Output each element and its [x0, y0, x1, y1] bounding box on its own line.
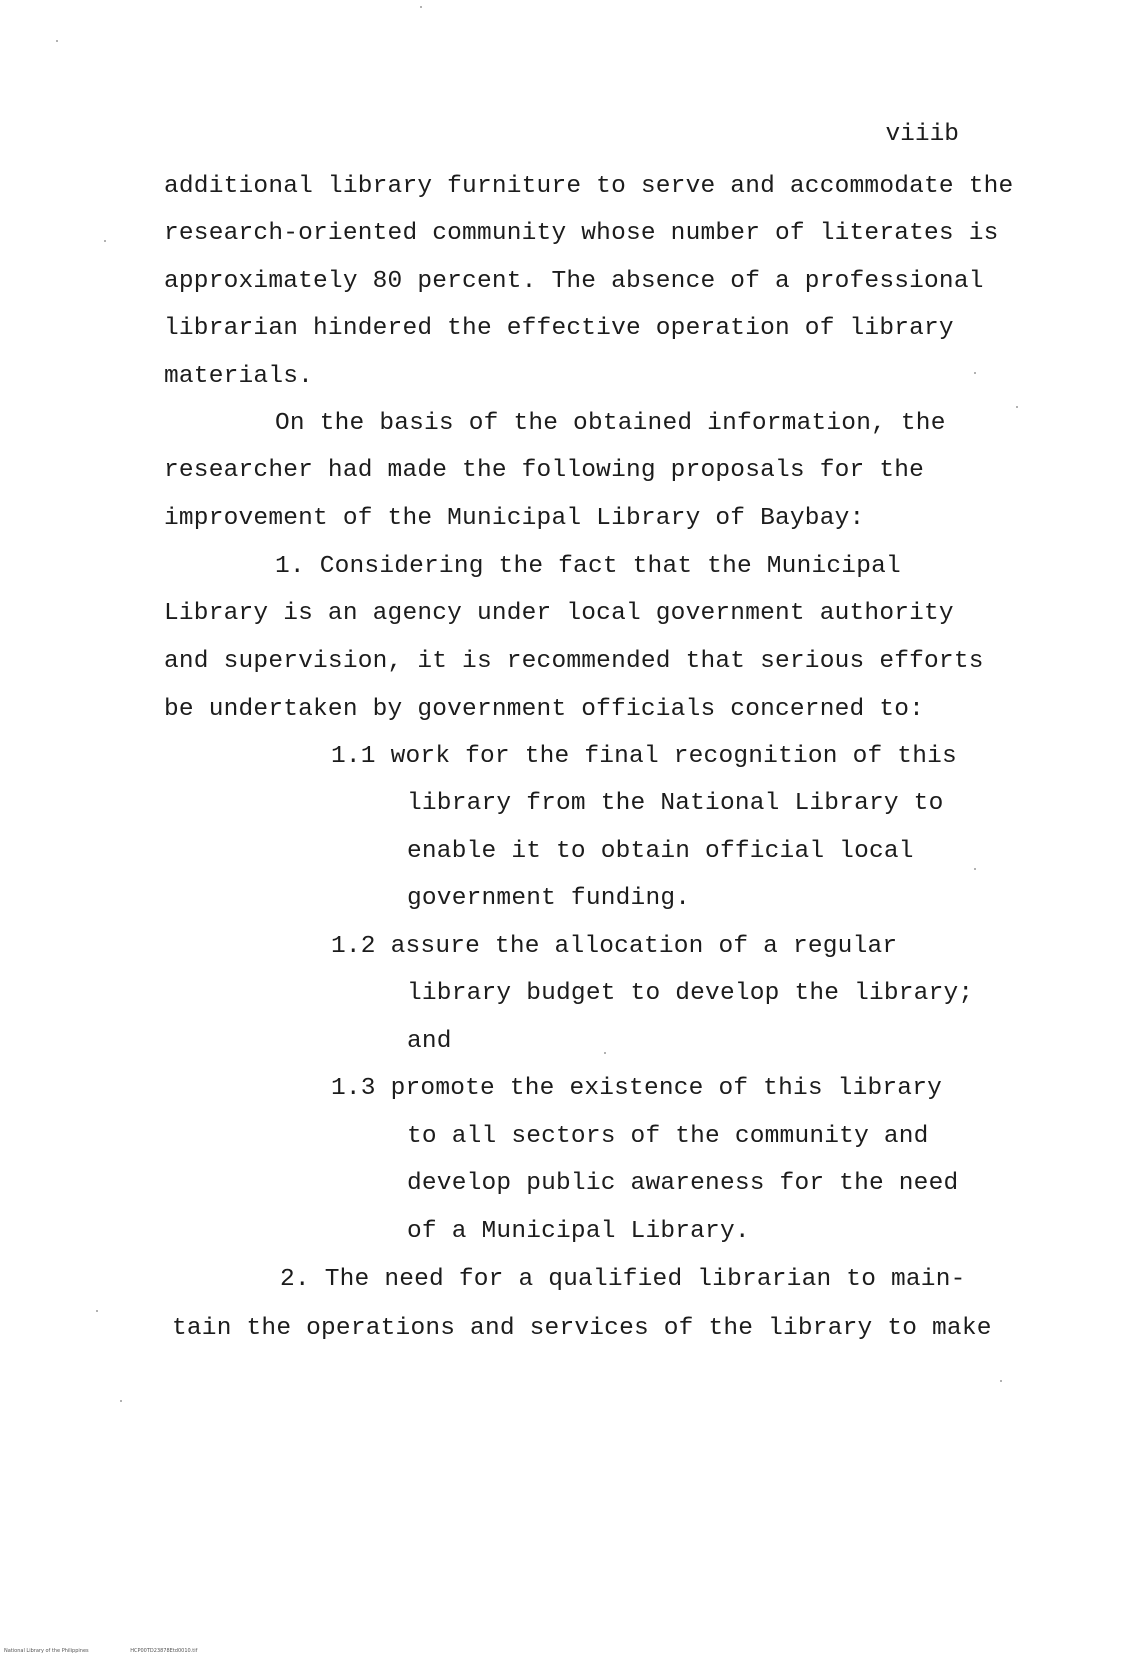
footer-source: National Library of the Philippines — [4, 1648, 89, 1654]
scan-speck — [1000, 1380, 1002, 1382]
text-line: and — [407, 1028, 452, 1055]
scan-speck — [604, 1052, 606, 1054]
text-line: researcher had made the following proposals for the — [164, 457, 925, 484]
text-line: and supervision, it is recommended that serious efforts — [164, 648, 984, 675]
sub-item-1-2: 1.2 assure the allocation of a regular — [331, 933, 898, 960]
scan-speck — [104, 240, 106, 242]
scan-speck — [974, 868, 976, 870]
text-line: government funding. — [407, 885, 691, 912]
footer-file: HCP00TD23878Etd0010.tif — [130, 1648, 198, 1654]
scan-speck — [56, 40, 58, 42]
text-line: approximately 80 percent. The absence of a professional — [164, 268, 984, 295]
text-line: research-oriented community whose number of literates is — [164, 220, 999, 247]
text-line: Library is an agency under local government authority — [164, 600, 954, 627]
text-line: to all sectors of the community and — [407, 1123, 929, 1150]
text-line: develop public awareness for the need — [407, 1170, 959, 1197]
text-line: be undertaken by government officials concerned to: — [164, 696, 925, 723]
text-line: additional library furniture to serve and accommodate the — [164, 173, 1014, 200]
text-line: library budget to develop the library; — [407, 980, 974, 1007]
list-item-1: 1. Considering the fact that the Municipal — [275, 553, 901, 580]
text-line: library from the National Library to — [407, 790, 944, 817]
text-line: enable it to obtain official local — [407, 838, 914, 865]
scan-footer — [4, 1648, 237, 1654]
scan-speck — [120, 1400, 122, 1402]
text-line: materials. — [164, 363, 314, 390]
text-line: of a Municipal Library. — [407, 1218, 750, 1245]
scan-speck — [420, 6, 422, 8]
list-item-2: 2. The need for a qualified librarian to main- — [280, 1266, 966, 1293]
text-line: improvement of the Municipal Library of Baybay: — [164, 505, 865, 532]
sub-item-1-3: 1.3 promote the existence of this library — [331, 1075, 942, 1102]
text-line: librarian hindered the effective operation of library — [164, 315, 954, 342]
text-line: tain the operations and services of the library to make — [172, 1315, 992, 1342]
text-line: On the basis of the obtained information, the — [275, 410, 946, 437]
page-number: viiib — [885, 121, 959, 148]
sub-item-1-1: 1.1 work for the final recognition of this — [331, 743, 957, 770]
scan-speck — [96, 1310, 98, 1312]
scan-speck — [974, 372, 976, 374]
scan-speck — [1016, 406, 1018, 408]
